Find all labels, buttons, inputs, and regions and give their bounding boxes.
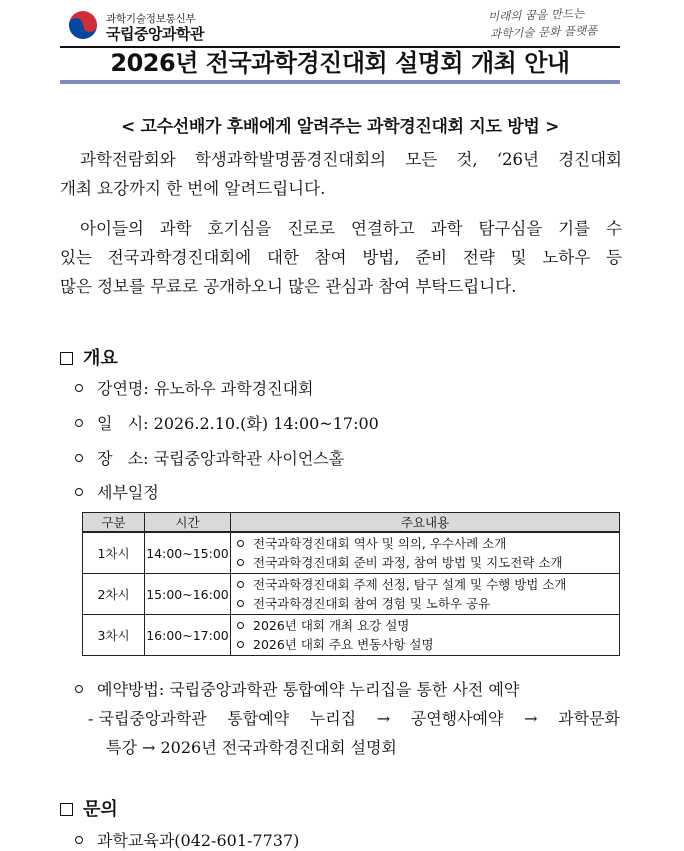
time-cell: 15:00~16:00 <box>145 574 231 615</box>
intro-p1-line-2: 개최 요강까지 한 번에 알려드립니다. <box>60 179 326 198</box>
intro-p2-line-3: 많은 정보를 무료로 공개하오니 많은 관심과 참여 부탁드립니다. <box>60 277 517 296</box>
intro-paragraph-1 <box>60 145 622 203</box>
circle-bullet-icon <box>75 836 83 844</box>
schedule-table-header <box>83 513 620 533</box>
col-header-content: 주요내용 <box>231 513 620 533</box>
intro-p2-line-2: 있는 전국과학경진대회에 대한 참여 방법, 준비 전략 및 노하우 등 <box>60 248 622 267</box>
table-row <box>83 574 620 615</box>
taegeuk-emblem-icon <box>68 10 98 40</box>
ministry-name: 과학기술정보통신부 <box>106 13 196 25</box>
circle-bullet-icon <box>75 419 83 427</box>
title-rule-bottom <box>60 80 620 84</box>
col-header-session: 구분 <box>83 513 145 533</box>
reservation-path-line-2: 특강 → 2026년 전국과학경진대회 설명회 <box>106 738 397 757</box>
document-title: 2026년 전국과학경진대회 설명회 개최 안내 <box>110 49 570 77</box>
circle-bullet-icon <box>75 488 83 496</box>
circle-bullet-icon <box>237 559 244 566</box>
slogan-line-1: 미래의 꿈을 만드는 <box>487 6 585 24</box>
reservation-path <box>88 704 620 762</box>
content-cell: 전국과학경진대회 역사 및 의의, 우수사례 소개 전국과학경진대회 준비 과정, 참여 방법 및 지도전략 소개 <box>231 532 620 574</box>
museum-name: 국립중앙과학관 <box>106 25 204 43</box>
square-bullet-icon <box>60 352 73 365</box>
session-cell: 1차시 <box>83 532 145 574</box>
reservation-path-line-1: - 국립중앙과학관 통합예약 누리집 → 공연행사예약 → 과학문화 <box>88 709 620 728</box>
table-row <box>83 615 620 656</box>
time-cell: 14:00~15:00 <box>145 532 231 574</box>
slogan-line-2: 과학기술 문화 플랫폼 <box>489 23 598 41</box>
contact-dept: 과학교육과(042-601-7737) <box>75 828 299 851</box>
overview-reservation: 예약방법: 국립중앙과학관 통합예약 누리집을 통한 사전 예약 <box>75 677 519 700</box>
time-cell: 16:00~17:00 <box>145 615 231 656</box>
circle-bullet-icon <box>237 540 244 547</box>
overview-place: 장 소: 국립중앙과학관 사이언스홀 <box>75 446 344 469</box>
overview-heading: 개요 <box>60 344 118 370</box>
content-cell: 전국과학경진대회 주제 선정, 탐구 설계 및 수행 방법 소개 전국과학경진대회 참여 경험 및 노하우 공유 <box>231 574 620 615</box>
content-cell: 2026년 대회 개최 요강 설명 2026년 대회 주요 변동사항 설명 <box>231 615 620 656</box>
circle-bullet-icon <box>75 384 83 392</box>
intro-paragraph-2 <box>60 214 622 301</box>
session-cell: 2차시 <box>83 574 145 615</box>
contact-heading: 문의 <box>60 795 118 821</box>
circle-bullet-icon <box>237 600 244 607</box>
square-bullet-icon <box>60 803 73 816</box>
circle-bullet-icon <box>237 622 244 629</box>
overview-datetime: 일 시: 2026.2.10.(화) 14:00~17:00 <box>75 411 379 434</box>
session-cell: 3차시 <box>83 615 145 656</box>
subtitle: < 고수선배가 후배에게 알려주는 과학경진대회 지도 방법 > <box>120 117 560 137</box>
circle-bullet-icon <box>75 454 83 462</box>
table-row <box>83 532 620 574</box>
circle-bullet-icon <box>75 685 83 693</box>
intro-p1-line-1: 과학전람회와 학생과학발명품경진대회의 모든 것, ‘26년 경진대회 <box>80 150 622 169</box>
circle-bullet-icon <box>237 581 244 588</box>
overview-schedule-label: 세부일정 <box>75 480 159 503</box>
intro-p2-line-1: 아이들의 과학 호기심을 진로로 연결하고 과학 탐구심을 기를 수 <box>80 219 622 238</box>
schedule-table <box>82 512 620 656</box>
overview-lecturer: 강연명: 유노하우 과학경진대회 <box>75 376 314 399</box>
circle-bullet-icon <box>237 641 244 648</box>
col-header-time: 시간 <box>145 513 231 533</box>
